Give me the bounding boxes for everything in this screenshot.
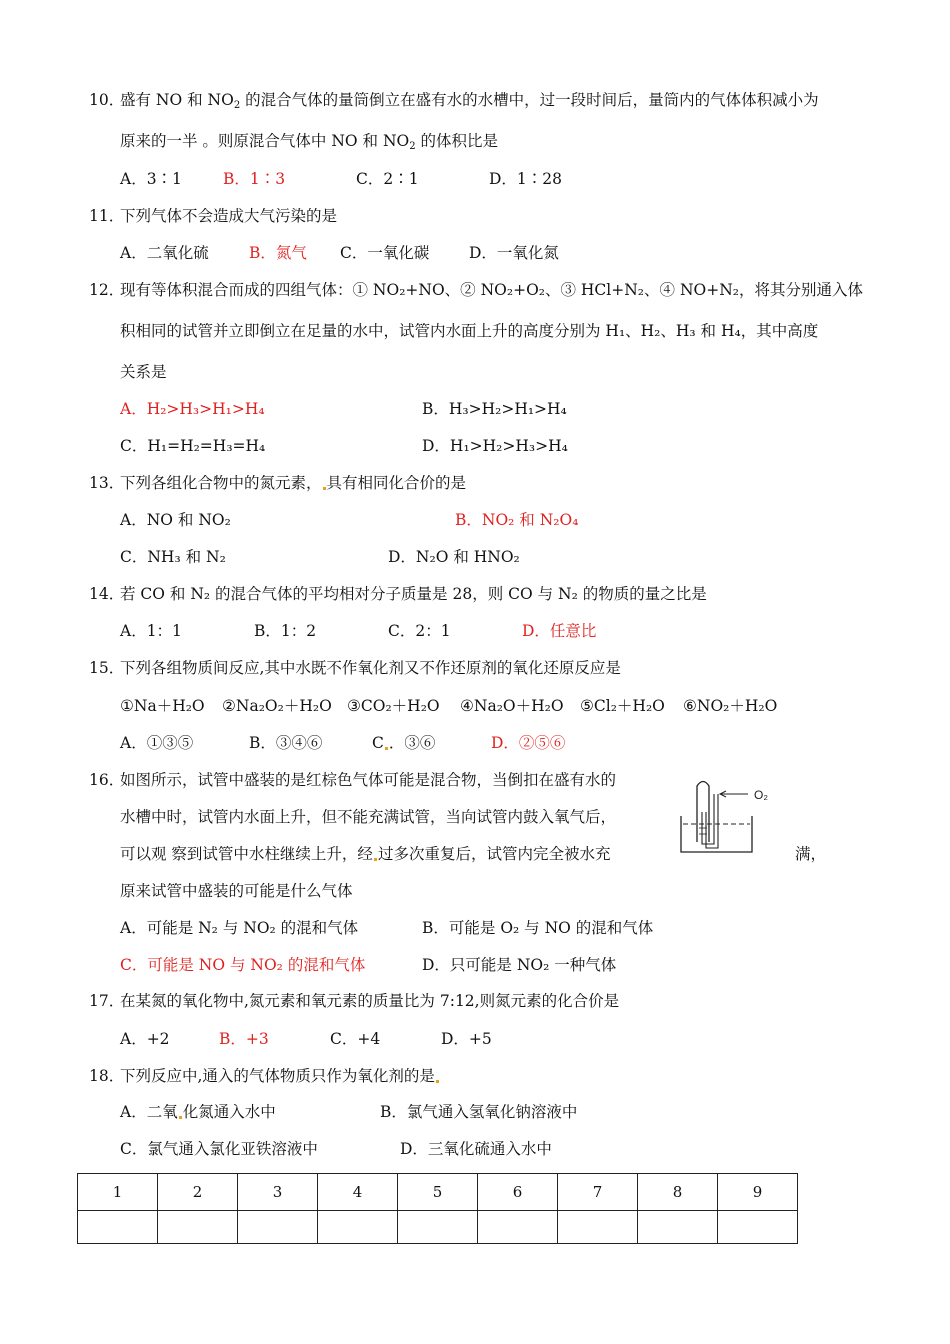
q15-option-d: D．②⑤⑥ (491, 734, 566, 752)
answer-table-header: 9 (718, 1174, 798, 1211)
q18-option-c: C．氯气通入氯化亚铁溶液中 (120, 1140, 318, 1158)
q16-option-b: B．可能是 O₂ 与 NO 的混和气体 (422, 919, 654, 937)
q12-option-a: A．H₂>H₃>H₁>H₄ (120, 400, 265, 418)
q15-number: 15． (89, 659, 125, 677)
q15-stem: 下列各组物质间反应,其中水既不作氧化剂又不作还原剂的氧化还原反应是 (120, 659, 621, 677)
q12-stem-line2: 积相同的试管并立即倒立在足量的水中，试管内水面上升的高度分别为 H₁、H₂、H₃ 和 H₄，其中高度 (120, 322, 819, 340)
q15-item-1: ①Na＋H₂O (120, 697, 205, 715)
answer-cell[interactable] (398, 1211, 478, 1244)
q10-option-a: A．3∶1 (120, 170, 182, 188)
answer-table-header: 3 (238, 1174, 318, 1211)
q11-stem: 下列气体不会造成大气污染的是 (120, 207, 338, 225)
q15-item-6: ⑥NO₂＋H₂O (683, 697, 778, 715)
q12-option-d: D．H₁>H₂>H₃>H₄ (422, 437, 568, 455)
q18-option-b: B．氯气通入氢氧化钠溶液中 (380, 1103, 578, 1121)
q17-stem: 在某氮的氧化物中,氮元素和氧元素的质量比为 7:12,则氮元素的化合价是 (120, 992, 620, 1010)
test-tube-apparatus-figure (676, 772, 786, 858)
stray-mark (374, 858, 377, 861)
answer-cell[interactable] (478, 1211, 558, 1244)
oxygen-label: O₂ (754, 788, 768, 802)
answer-cell[interactable] (318, 1211, 398, 1244)
answer-table (77, 1173, 798, 1244)
q11-number: 11． (89, 207, 125, 225)
q15-item-5: ⑤Cl₂＋H₂O (580, 697, 665, 715)
q13-option-a: A．NO 和 NO₂ (120, 511, 231, 529)
q15-option-b: B．③④⑥ (249, 734, 323, 752)
q16-option-a: A．可能是 N₂ 与 NO₂ 的混和气体 (120, 919, 359, 937)
answer-table-header: 5 (398, 1174, 478, 1211)
q12-stem-line3: 关系是 (120, 363, 167, 381)
q13-stem: 下列各组化合物中的氮元素， 具有相同化合价的是 (120, 474, 467, 492)
q10-option-c: C．2∶1 (356, 170, 419, 188)
q16-stem-line3-end: 满， (795, 845, 827, 863)
q15-option-c: C ．③⑥ (372, 734, 436, 752)
q17-option-d: D．+5 (441, 1030, 492, 1048)
q16-stem-line4: 原来试管中盛装的可能是什么气体 (120, 882, 353, 900)
q18-option-a: A．二氧 化氮通入水中 (120, 1103, 276, 1121)
q11-option-a: A．二氧化硫 (120, 244, 209, 262)
q11-option-b: B．氮气 (249, 244, 307, 262)
q14-option-c: C．2：1 (388, 622, 451, 640)
q12-option-b: B．H₃>H₂>H₁>H₄ (422, 400, 567, 418)
q14-number: 14． (89, 585, 125, 603)
q17-option-a: A．+2 (120, 1030, 170, 1048)
answer-table-header: 2 (158, 1174, 238, 1211)
answer-table-header: 7 (558, 1174, 638, 1211)
q10-option-d: D．1∶28 (489, 170, 563, 188)
q12-number: 12． (89, 281, 125, 299)
stray-mark (385, 747, 388, 750)
answer-table-header-row (78, 1174, 798, 1211)
q17-number: 17． (89, 992, 125, 1010)
answer-cell[interactable] (718, 1211, 798, 1244)
answer-cell[interactable] (558, 1211, 638, 1244)
answer-cell[interactable] (238, 1211, 318, 1244)
q12-stem: 现有等体积混合而成的四组气体：① NO₂+NO、② NO₂+O₂、③ HCl+N₂、④ NO+N₂，将其分别通入体 (120, 281, 863, 299)
q15-item-3: ③CO₂＋H₂O (347, 697, 440, 715)
q11-option-d: D．一氧化氮 (469, 244, 559, 262)
q10-option-b: B．1∶3 (223, 170, 286, 188)
q17-option-b: B．+3 (219, 1030, 269, 1048)
q18-number: 18． (89, 1067, 125, 1085)
answer-cell[interactable] (78, 1211, 158, 1244)
answer-table-blank-row (78, 1211, 798, 1244)
answer-table-header: 8 (638, 1174, 718, 1211)
q16-stem-line2: 水槽中时，试管内水面上升，但不能充满试管，当向试管内鼓入氧气后， (120, 808, 617, 826)
q18-option-d: D．三氧化硫通入水中 (400, 1140, 552, 1158)
q14-option-a: A．1：1 (120, 622, 182, 640)
q15-option-a: A．①③⑤ (120, 734, 194, 752)
q14-stem: 若 CO 和 N₂ 的混合气体的平均相对分子质量是 28，则 CO 与 N₂ 的物质的量之比是 (120, 585, 707, 603)
q13-option-d: D．N₂O 和 HNO₂ (388, 548, 520, 566)
q13-option-b: B．NO₂ 和 N₂O₄ (455, 511, 579, 529)
answer-cell[interactable] (638, 1211, 718, 1244)
stray-mark (179, 1116, 182, 1119)
q14-option-d: D．任意比 (522, 622, 597, 640)
answer-table-header: 4 (318, 1174, 398, 1211)
answer-cell[interactable] (158, 1211, 238, 1244)
stray-mark (323, 487, 326, 490)
q16-stem: 如图所示，试管中盛装的是红棕色气体可能是混合物，当倒扣在盛有水的 (120, 771, 617, 789)
q16-stem-line3: 可以观 察到试管中水柱继续上升，经 过多次重复后，试管内完全被水充 (120, 845, 611, 863)
q16-option-c: C．可能是 NO 与 NO₂ 的混和气体 (120, 956, 366, 974)
q18-stem: 下列反应中,通入的气体物质只作为氧化剂的是 (120, 1066, 440, 1086)
stray-mark (436, 1080, 439, 1083)
answer-table-header: 1 (78, 1174, 158, 1211)
q12-option-c: C．H₁=H₂=H₃=H₄ (120, 437, 266, 455)
q17-option-c: C．+4 (330, 1030, 381, 1048)
q15-item-2: ②Na₂O₂＋H₂O (222, 697, 332, 715)
answer-table-header: 6 (478, 1174, 558, 1211)
q13-number: 13． (89, 474, 125, 492)
q11-option-c: C．一氧化碳 (340, 244, 430, 262)
q16-number: 16． (89, 771, 125, 789)
q10-stem-line2: 原来的一半 。则原混合气体中 NO 和 $NO_2$ 的体积比是 (120, 132, 499, 152)
q10-stem: 盛有 NO 和 $NO_2$ 的混合气体的量筒倒立在盛有水的水槽中，过一段时间后，量筒内的气体体积减小为 (120, 91, 819, 111)
q16-option-d: D．只可能是 NO₂ 一种气体 (422, 956, 617, 974)
q14-option-b: B．1：2 (254, 622, 317, 640)
q15-item-4: ④Na₂O＋H₂O (460, 697, 564, 715)
q13-option-c: C．NH₃ 和 N₂ (120, 548, 226, 566)
q10-number: 10． (89, 91, 125, 109)
